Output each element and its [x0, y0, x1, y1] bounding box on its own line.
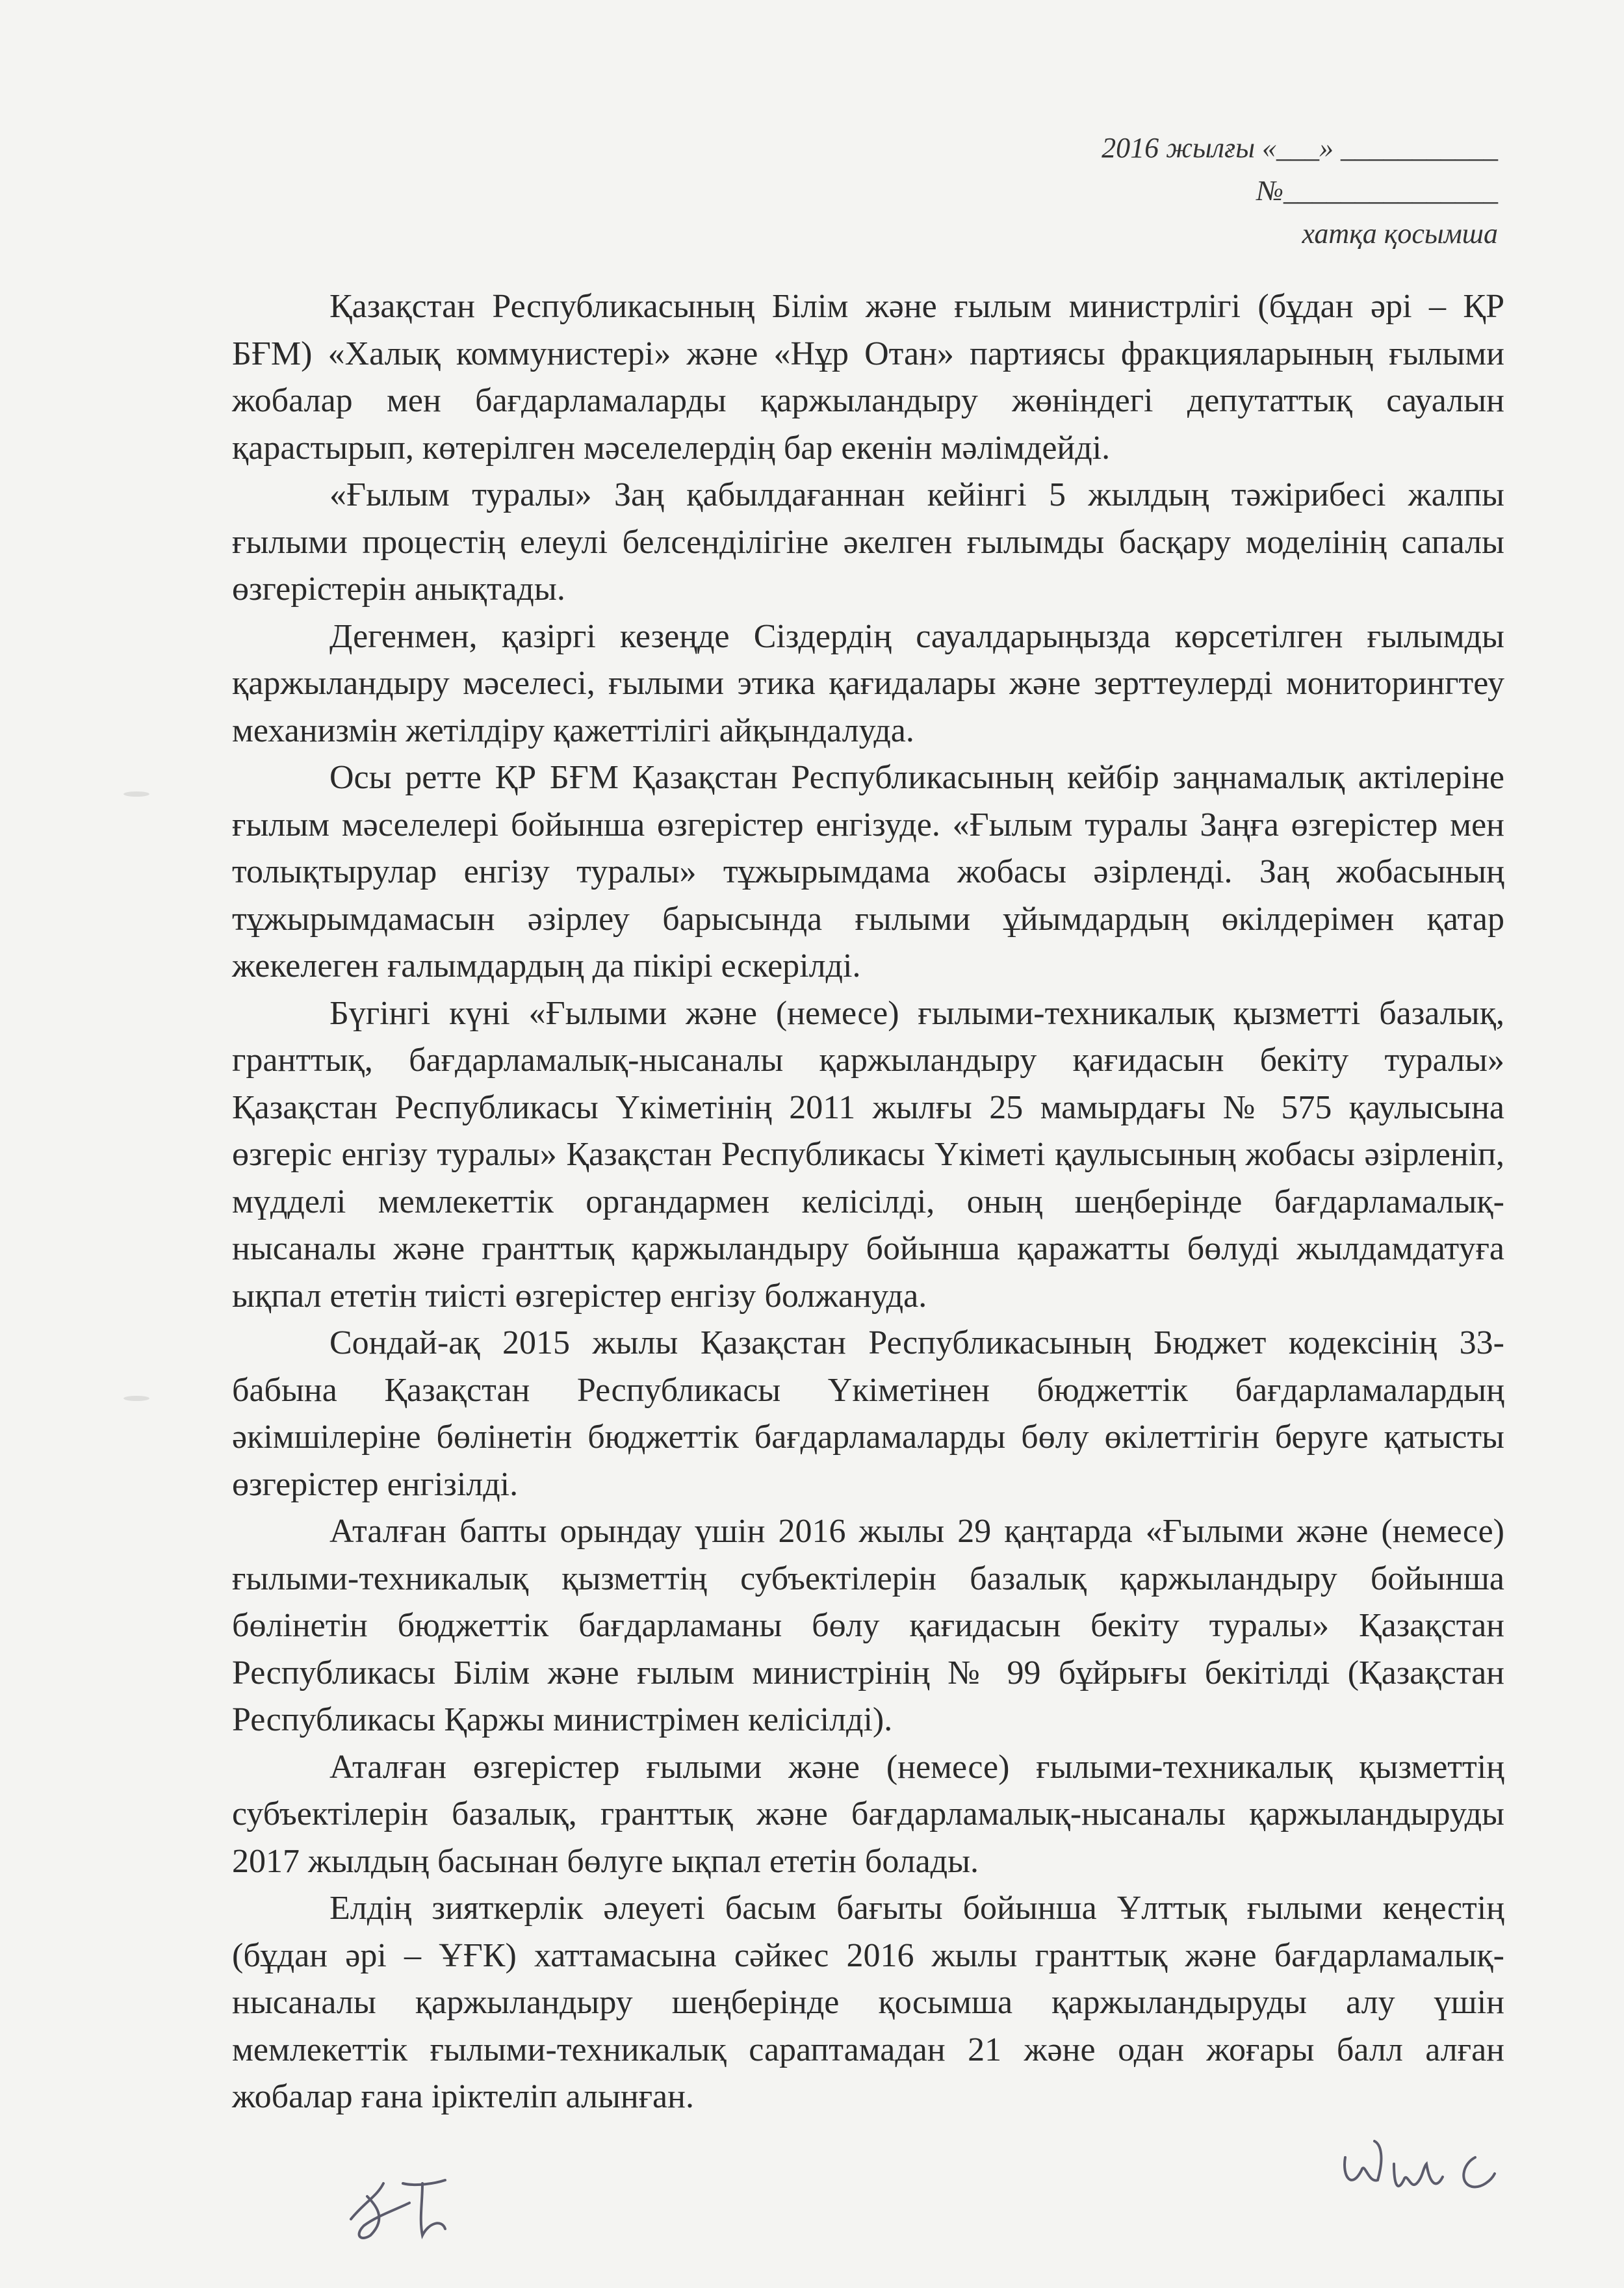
signature-right [1332, 2118, 1521, 2216]
date-line: 2016 жылғы «___» ___________ [1102, 132, 1498, 164]
paragraph: Осы ретте ҚР БҒМ Қазақстан Республикасының кейбір заңнамалық актілеріне ғылым мәселелері бойынша өзгерістер енгізуде. «Ғылым туралы Заңға өзгерістер мен толықтырулар енгізу туралы» тұжырымдама жобасы әзірленді. Заң жобасының тұжырымдамасын әзірлеу барысында ғылыми ұйымдардың өкілдерімен қатар жекелеген ғалымдардың да пікірі ескерілді. [232, 759, 1504, 984]
attachment-line: хатқа қосымша [1302, 218, 1498, 250]
scan-mark [123, 791, 149, 797]
signature-left [331, 2157, 461, 2255]
paragraph: Қазақстан Республикасының Білім және ғылым министрлігі (бұдан әрі – ҚР БҒМ) «Халық коммунистері» және «Нұр Отан» партиясы фракцияларының ғылыми жобалар мен бағдарламаларды қаржыландыру жөніндегі депутаттық сауалын қарастырып, көтерілген мәселелердің бар екенін мәлімдейді. [232, 288, 1504, 467]
paragraph: Аталған бапты орындау үшін 2016 жылы 29 қаңтарда «Ғылыми және (немесе) ғылыми-техникалық қызметтің субъектілерін базалық қаржыландыру бойынша бөлінетін бюджеттік бағдарламаны бөлу қағидасын бекіту туралы» Қазақстан Республикасы Білім және ғылым министрінің № 99 бұйрығы бекітілді (Қазақстан Республикасы Қаржы министрімен келісілді). [232, 1513, 1504, 1738]
paragraph: Аталған өзгерістер ғылыми және (немесе) ғылыми-техникалық қызметтің субъектілерін базалық, гранттық және бағдарламалық-нысаналы қаржыландыруды 2017 жылдың басынан бөлуге ықпал ететін болады. [232, 1748, 1504, 1880]
letter-body [232, 283, 1504, 2121]
paragraph: «Ғылым туралы» Заң қабылдағаннан кейінгі 5 жылдың тәжірибесі жалпы ғылыми процестің елеулі белсенділігіне әкелген ғылымды басқару моделінің сапалы өзгерістерін анықтады. [232, 476, 1504, 608]
paragraph: Дегенмен, қазіргі кезеңде Сіздердің сауалдарыңызда көрсетілген ғылымды қаржыландыру мәселесі, ғылыми этика қағидалары және зерттеулерді мониторингтеу механизмін жетілдіру қажеттілігі айқындалуда. [232, 617, 1504, 749]
scan-mark [123, 1396, 149, 1401]
paragraph: Сондай-ақ 2015 жылы Қазақстан Республикасының Бюджет кодексінің 33-бабына Қазақстан Республикасы Үкіметінен бюджеттік бағдарламалардың әкімшілеріне бөлінетін бюджеттік бағдарламаларды бөлу өкілеттігін беруге қатысты өзгерістер енгізілді. [232, 1324, 1504, 1503]
paragraph: Елдің зияткерлік әлеуеті басым бағыты бойынша Ұлттық ғылыми кеңестің (бұдан әрі – ҰҒК) хаттамасына сәйкес 2016 жылы гранттық және бағдарламалық-нысаналы қаржыландыру шеңберінде қосымша қаржыландыруды алу үшін мемлекеттік ғылыми-техникалық сараптамадан 21 және одан жоғары балл алған жобалар ғана іріктеліп алынған. [232, 1890, 1504, 2115]
paragraph: Бүгінгі күні «Ғылыми және (немесе) ғылыми-техникалық қызметті базалық, гранттық, бағдарламалық-нысаналы қаржыландыру қағидасын бекіту туралы» Қазақстан Республикасы Үкіметінің 2011 жылғы 25 мамырдағы № 575 қаулысына өзгеріс енгізу туралы» Қазақстан Республикасы Үкіметі қаулысының жобасы әзірленіп, мүдделі мемлекеттік органдармен келісілді, оның шеңберінде бағдарламалық-нысаналы және гранттық қаржыландыру бойынша қаражатты бөлуді жылдамдатуға ықпал ететін тиісті өзгерістер енгізу болжануда. [232, 994, 1504, 1315]
number-line: №_______________ [1256, 175, 1498, 207]
letter-header [975, 127, 1498, 255]
